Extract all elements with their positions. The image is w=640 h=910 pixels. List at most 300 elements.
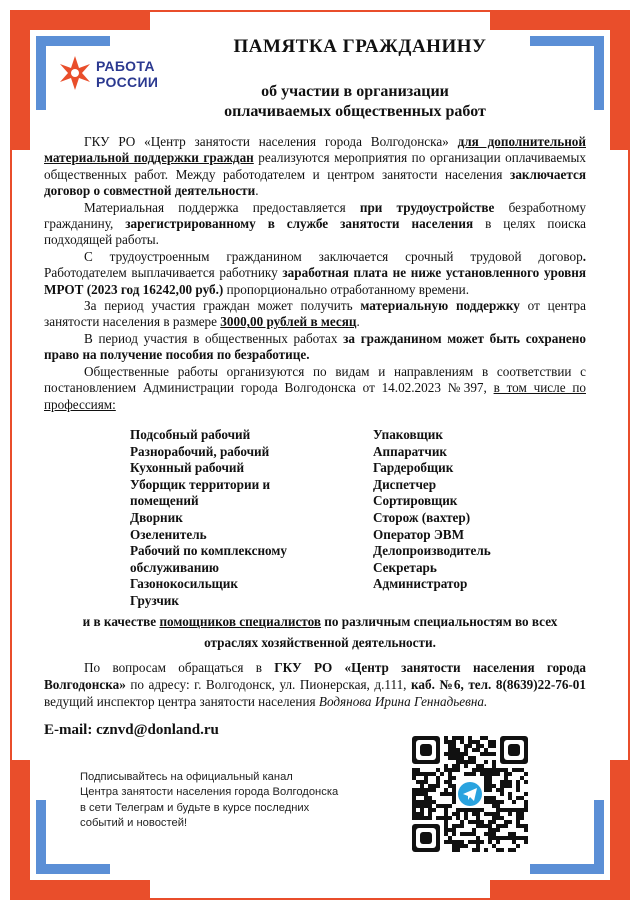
qr-module bbox=[444, 792, 448, 796]
qr-module bbox=[452, 748, 456, 752]
qr-module bbox=[484, 776, 488, 780]
qr-module bbox=[488, 784, 492, 788]
qr-module bbox=[484, 824, 488, 828]
qr-module bbox=[492, 740, 496, 744]
list-item: обслуживанию bbox=[130, 559, 220, 575]
helpers-line-2: отраслях хозяйственной деятельности. bbox=[204, 635, 436, 650]
professions-list-left bbox=[130, 427, 350, 610]
qr-module bbox=[420, 800, 424, 804]
qr-module bbox=[448, 840, 452, 844]
qr-module bbox=[472, 812, 476, 816]
qr-module bbox=[488, 796, 492, 800]
qr-module bbox=[496, 772, 500, 776]
qr-module bbox=[456, 736, 460, 740]
p3-text-d: заработная плата не ниже установленного уровня МРОТ (2023 год 16242,00 руб.) bbox=[44, 265, 586, 297]
page-subtitle bbox=[150, 82, 560, 122]
frame-corner-top-right-red bbox=[490, 10, 630, 150]
qr-module bbox=[420, 784, 424, 788]
list-item: Разнорабочий, рабочий bbox=[130, 443, 270, 459]
qr-module bbox=[504, 784, 508, 788]
page-title: ПАМЯТКА ГРАЖДАНИНУ bbox=[233, 36, 487, 57]
qr-module bbox=[456, 848, 460, 852]
qr-module bbox=[464, 816, 468, 820]
logo-text bbox=[96, 58, 158, 90]
qr-module bbox=[488, 772, 492, 776]
qr-module bbox=[500, 788, 504, 792]
qr-module bbox=[428, 788, 432, 792]
qr-module bbox=[472, 820, 476, 824]
tg-line-1: Подписывайтесь на официальный канал bbox=[80, 771, 293, 783]
qr-module bbox=[488, 828, 492, 832]
qr-module bbox=[504, 836, 508, 840]
qr-module bbox=[508, 792, 512, 796]
qr-module bbox=[428, 816, 432, 820]
list-item: Кухонный рабочий bbox=[130, 460, 245, 476]
qr-module bbox=[452, 784, 456, 788]
qr-module bbox=[496, 808, 500, 812]
p1-text-d: заключается договор о совместной деятельности bbox=[44, 166, 586, 199]
contact-paragraph bbox=[44, 659, 586, 710]
p6-text-a: Общественные работы организуются по видам и направлениям в соответствии с постановлением Администрации города Волгодонска от 14.02.2023 №397, bbox=[44, 363, 586, 396]
qr-module bbox=[432, 788, 436, 792]
qr-module bbox=[464, 832, 468, 836]
qr-module bbox=[468, 840, 472, 844]
qr-module bbox=[452, 740, 456, 744]
qr-module bbox=[520, 824, 524, 828]
qr-module bbox=[476, 768, 480, 772]
qr-module bbox=[472, 760, 476, 764]
qr-module bbox=[432, 784, 436, 788]
qr-module bbox=[448, 780, 452, 784]
qr-module bbox=[524, 840, 528, 844]
qr-module bbox=[460, 760, 464, 764]
qr-module bbox=[444, 788, 448, 792]
qr-module bbox=[416, 800, 420, 804]
qr-module bbox=[516, 780, 520, 784]
p4-text-c: от центра занятости населения в размере bbox=[44, 298, 586, 330]
qr-module bbox=[464, 744, 468, 748]
helpers-line-1 bbox=[50, 611, 590, 632]
qr-module bbox=[440, 816, 444, 820]
qr-module bbox=[444, 808, 448, 812]
qr-module bbox=[476, 764, 480, 768]
qr-module bbox=[452, 824, 456, 828]
qr-module bbox=[412, 796, 416, 800]
qr-module bbox=[456, 748, 460, 752]
qr-module bbox=[476, 744, 480, 748]
qr-module bbox=[436, 780, 440, 784]
qr-module bbox=[472, 768, 476, 772]
qr-module bbox=[456, 816, 460, 820]
qr-module bbox=[456, 844, 460, 848]
qr-module bbox=[516, 824, 520, 828]
paragraph-1 bbox=[44, 134, 586, 200]
qr-module bbox=[500, 800, 504, 804]
qr-module bbox=[508, 808, 512, 812]
list-item: Диспетчер bbox=[373, 476, 437, 492]
qr-module bbox=[456, 840, 460, 844]
qr-module bbox=[468, 756, 472, 760]
main-text bbox=[44, 134, 586, 413]
qr-module bbox=[452, 756, 456, 760]
qr-module bbox=[412, 812, 416, 816]
qr-module bbox=[444, 764, 448, 768]
qr-module bbox=[484, 772, 488, 776]
qr-module bbox=[492, 800, 496, 804]
qr-module bbox=[424, 804, 428, 808]
qr-module bbox=[436, 776, 440, 780]
qr-module bbox=[428, 784, 432, 788]
qr-module bbox=[516, 808, 520, 812]
qr-module bbox=[524, 804, 528, 808]
qr-module bbox=[460, 844, 464, 848]
qr-module bbox=[448, 816, 452, 820]
qr-module bbox=[524, 780, 528, 784]
qr-module bbox=[468, 820, 472, 824]
qr-module bbox=[504, 776, 508, 780]
qr-module bbox=[452, 796, 456, 800]
frame-corner-bottom-right-blue bbox=[530, 800, 604, 874]
qr-module bbox=[452, 812, 456, 816]
qr-module bbox=[424, 816, 428, 820]
p4-text-e: . bbox=[356, 314, 360, 330]
qr-module bbox=[464, 760, 468, 764]
qr-finder bbox=[508, 744, 520, 756]
qr-module bbox=[472, 748, 476, 752]
qr-module bbox=[444, 780, 448, 784]
qr-module bbox=[484, 800, 488, 804]
qr-module bbox=[420, 816, 424, 820]
p2-text-e: в целях поиска подходящей работы. bbox=[44, 216, 587, 248]
list-item: Аппаратчик bbox=[373, 443, 448, 459]
qr-module bbox=[468, 808, 472, 812]
qr-module bbox=[472, 808, 476, 812]
qr-module bbox=[512, 800, 516, 804]
list-item: помещений bbox=[130, 493, 199, 509]
professions-list-right bbox=[373, 427, 573, 593]
qr-module bbox=[448, 756, 452, 760]
qr-module bbox=[456, 824, 460, 828]
qr-module bbox=[460, 752, 464, 756]
qr-module bbox=[492, 744, 496, 748]
qr-module bbox=[508, 832, 512, 836]
qr-module bbox=[480, 768, 484, 772]
list-item: Сортировщик bbox=[373, 493, 458, 509]
qr-code-icon[interactable] bbox=[404, 728, 536, 860]
qr-module bbox=[488, 744, 492, 748]
p3-text-a: С трудоустроенным гражданином заключается срочный трудовой договор bbox=[84, 248, 583, 264]
qr-module bbox=[480, 808, 484, 812]
qr-module bbox=[496, 804, 500, 808]
logo-line-2: РОССИИ bbox=[96, 74, 159, 90]
p1-text-c: реализуются мероприятия по организации оплачиваемых общественных работ. Между работодателем и центром занятости населения bbox=[44, 150, 586, 182]
list-item: Администратор bbox=[373, 576, 468, 592]
qr-module bbox=[488, 740, 492, 744]
helpers-text-c: по различным специальностям во всех bbox=[321, 614, 558, 629]
qr-module bbox=[524, 772, 528, 776]
qr-module bbox=[428, 800, 432, 804]
list-item: Грузчик bbox=[130, 592, 179, 608]
qr-module bbox=[468, 740, 472, 744]
contact-text-f: Водянова Ирина Геннадьевна. bbox=[318, 694, 488, 709]
qr-module bbox=[500, 780, 504, 784]
qr-module bbox=[480, 820, 484, 824]
qr-module bbox=[412, 776, 416, 780]
frame-line-left bbox=[10, 150, 12, 760]
qr-module bbox=[480, 824, 484, 828]
list-item: Гардеробщик bbox=[373, 460, 454, 476]
qr-module bbox=[448, 776, 452, 780]
qr-module bbox=[428, 796, 432, 800]
qr-module bbox=[500, 768, 504, 772]
qr-module bbox=[500, 808, 504, 812]
paragraph-5 bbox=[44, 331, 586, 364]
qr-module bbox=[452, 832, 456, 836]
qr-module bbox=[492, 764, 496, 768]
qr-module bbox=[444, 832, 448, 836]
qr-module bbox=[480, 736, 484, 740]
qr-module bbox=[444, 752, 448, 756]
qr-module bbox=[480, 772, 484, 776]
p2-text-d: зарегистрированному в службе занятости населения bbox=[125, 216, 474, 232]
qr-module bbox=[456, 756, 460, 760]
qr-module bbox=[452, 800, 456, 804]
qr-module bbox=[432, 800, 436, 804]
frame-line-right bbox=[628, 150, 630, 760]
qr-module bbox=[520, 812, 524, 816]
qr-module bbox=[444, 736, 448, 740]
qr-module bbox=[472, 740, 476, 744]
qr-module bbox=[428, 808, 432, 812]
list-item: Уборщик территории и bbox=[130, 476, 271, 492]
qr-module bbox=[524, 800, 528, 804]
qr-module bbox=[448, 768, 452, 772]
qr-module bbox=[440, 772, 444, 776]
qr-module bbox=[508, 848, 512, 852]
qr-module bbox=[516, 812, 520, 816]
helpers-text-a: и в качестве bbox=[82, 614, 160, 629]
qr-module bbox=[452, 788, 456, 792]
qr-module bbox=[416, 804, 420, 808]
p1-text-a: ГКУ РО «Центр занятости населения города Волгодонска» bbox=[84, 134, 458, 149]
qr-module bbox=[420, 788, 424, 792]
qr-module bbox=[420, 780, 424, 784]
qr-module bbox=[468, 736, 472, 740]
qr-module bbox=[452, 844, 456, 848]
qr-module bbox=[508, 812, 512, 816]
star-burst-icon bbox=[58, 54, 92, 92]
tg-line-2: Центра занятости населения города Волгодонска bbox=[80, 786, 339, 799]
qr-module bbox=[484, 832, 488, 836]
paragraph-3 bbox=[44, 249, 586, 298]
qr-module bbox=[488, 800, 492, 804]
p1-text-e: . bbox=[255, 183, 259, 199]
qr-module bbox=[444, 840, 448, 844]
qr-module bbox=[464, 844, 468, 848]
p4-text-a: За период участия граждан может получить bbox=[84, 298, 361, 314]
qr-module bbox=[456, 760, 460, 764]
qr-module bbox=[464, 812, 468, 816]
list-item: Рабочий по комплексному bbox=[130, 543, 287, 559]
qr-module bbox=[496, 824, 500, 828]
qr-module bbox=[484, 796, 488, 800]
qr-module bbox=[460, 840, 464, 844]
email-contact[interactable]: E-mail: cznvd@donland.ru bbox=[44, 722, 219, 738]
qr-module bbox=[460, 740, 464, 744]
qr-module bbox=[452, 736, 456, 740]
qr-module bbox=[476, 816, 480, 820]
qr-module bbox=[500, 784, 504, 788]
qr-module bbox=[500, 792, 504, 796]
qr-module bbox=[420, 812, 424, 816]
qr-module bbox=[468, 760, 472, 764]
p3-text-c: Работодателем выплачивается работнику bbox=[44, 265, 283, 281]
qr-module bbox=[436, 784, 440, 788]
qr-module bbox=[412, 804, 416, 808]
qr-module bbox=[520, 808, 524, 812]
qr-module bbox=[436, 804, 440, 808]
qr-module bbox=[484, 768, 488, 772]
helpers-text-b: помощников специалистов bbox=[159, 614, 321, 629]
qr-module bbox=[504, 768, 508, 772]
qr-module bbox=[512, 836, 516, 840]
qr-module bbox=[476, 812, 480, 816]
qr-module bbox=[488, 776, 492, 780]
qr-module bbox=[488, 780, 492, 784]
qr-module bbox=[512, 808, 516, 812]
qr-module bbox=[492, 784, 496, 788]
frame-line-bottom bbox=[150, 898, 490, 900]
qr-module bbox=[456, 752, 460, 756]
qr-module bbox=[488, 840, 492, 844]
frame-line-top bbox=[150, 10, 490, 12]
list-item: Озеленитель bbox=[130, 526, 207, 542]
qr-module bbox=[456, 812, 460, 816]
qr-module bbox=[452, 776, 456, 780]
qr-module bbox=[444, 740, 448, 744]
qr-module bbox=[508, 784, 512, 788]
qr-module bbox=[460, 820, 464, 824]
p3-text-e: пропорционально отработанному времени. bbox=[223, 281, 470, 297]
qr-module bbox=[412, 772, 416, 776]
qr-module bbox=[428, 812, 432, 816]
qr-module bbox=[432, 808, 436, 812]
qr-module bbox=[460, 824, 464, 828]
qr-module bbox=[476, 836, 480, 840]
qr-module bbox=[476, 748, 480, 752]
qr-module bbox=[444, 820, 448, 824]
qr-module bbox=[448, 784, 452, 788]
qr-module bbox=[516, 788, 520, 792]
qr-module bbox=[420, 792, 424, 796]
qr-module bbox=[460, 736, 464, 740]
qr-module bbox=[424, 792, 428, 796]
qr-module bbox=[524, 828, 528, 832]
qr-module bbox=[500, 848, 504, 852]
paragraph-4 bbox=[44, 298, 586, 331]
qr-module bbox=[452, 848, 456, 852]
qr-module bbox=[516, 768, 520, 772]
p5-text-a: В период участия в общественных работах bbox=[84, 330, 344, 346]
qr-module bbox=[416, 780, 420, 784]
tg-line-4: событий и новостей! bbox=[80, 817, 188, 830]
qr-module bbox=[428, 804, 432, 808]
qr-module bbox=[484, 760, 488, 764]
list-item: Оператор ЭВМ bbox=[373, 526, 465, 542]
qr-module bbox=[492, 768, 496, 772]
qr-module bbox=[480, 744, 484, 748]
qr-module bbox=[488, 832, 492, 836]
qr-module bbox=[448, 752, 452, 756]
qr-module bbox=[488, 812, 492, 816]
qr-module bbox=[452, 792, 456, 796]
qr-module bbox=[468, 772, 472, 776]
qr-module bbox=[448, 792, 452, 796]
contact-text-e: ведущий инспектор центра занятости населения bbox=[44, 694, 319, 709]
p1-text-b: для дополнительной материальной поддержки граждан bbox=[44, 134, 586, 166]
qr-module bbox=[412, 792, 416, 796]
qr-code-graphic bbox=[404, 728, 536, 860]
qr-module bbox=[480, 752, 484, 756]
qr-module bbox=[504, 808, 508, 812]
qr-module bbox=[484, 848, 488, 852]
qr-module bbox=[452, 840, 456, 844]
list-item: Подсобный рабочий bbox=[130, 427, 251, 442]
qr-module bbox=[472, 840, 476, 844]
qr-module bbox=[464, 764, 468, 768]
qr-module bbox=[448, 744, 452, 748]
qr-module bbox=[416, 768, 420, 772]
p6-text-b: в том числе по профессиям: bbox=[44, 380, 586, 412]
qr-module bbox=[476, 824, 480, 828]
qr-module bbox=[424, 776, 428, 780]
qr-module bbox=[452, 752, 456, 756]
qr-module bbox=[504, 820, 508, 824]
qr-module bbox=[504, 824, 508, 828]
qr-module bbox=[412, 788, 416, 792]
qr-module bbox=[452, 768, 456, 772]
qr-module bbox=[484, 748, 488, 752]
qr-module bbox=[424, 800, 428, 804]
qr-module bbox=[500, 836, 504, 840]
qr-module bbox=[460, 756, 464, 760]
qr-module bbox=[508, 820, 512, 824]
qr-module bbox=[492, 752, 496, 756]
qr-module bbox=[420, 804, 424, 808]
qr-module bbox=[476, 740, 480, 744]
qr-module bbox=[416, 792, 420, 796]
qr-module bbox=[472, 828, 476, 832]
qr-module bbox=[416, 772, 420, 776]
qr-module bbox=[472, 848, 476, 852]
qr-module bbox=[496, 800, 500, 804]
qr-module bbox=[440, 804, 444, 808]
qr-module bbox=[496, 788, 500, 792]
qr-module bbox=[416, 812, 420, 816]
qr-module bbox=[444, 768, 448, 772]
qr-module bbox=[488, 824, 492, 828]
p2-text-a: Материальная поддержка предоставляется bbox=[84, 199, 360, 215]
qr-module bbox=[428, 772, 432, 776]
paragraph-6 bbox=[44, 364, 586, 413]
qr-module bbox=[464, 752, 468, 756]
p4-text-d: 3000,00 рублей в месяц bbox=[220, 314, 357, 330]
qr-module bbox=[492, 772, 496, 776]
qr-module bbox=[476, 820, 480, 824]
qr-finder bbox=[420, 744, 432, 756]
qr-module bbox=[444, 816, 448, 820]
qr-module bbox=[436, 768, 440, 772]
